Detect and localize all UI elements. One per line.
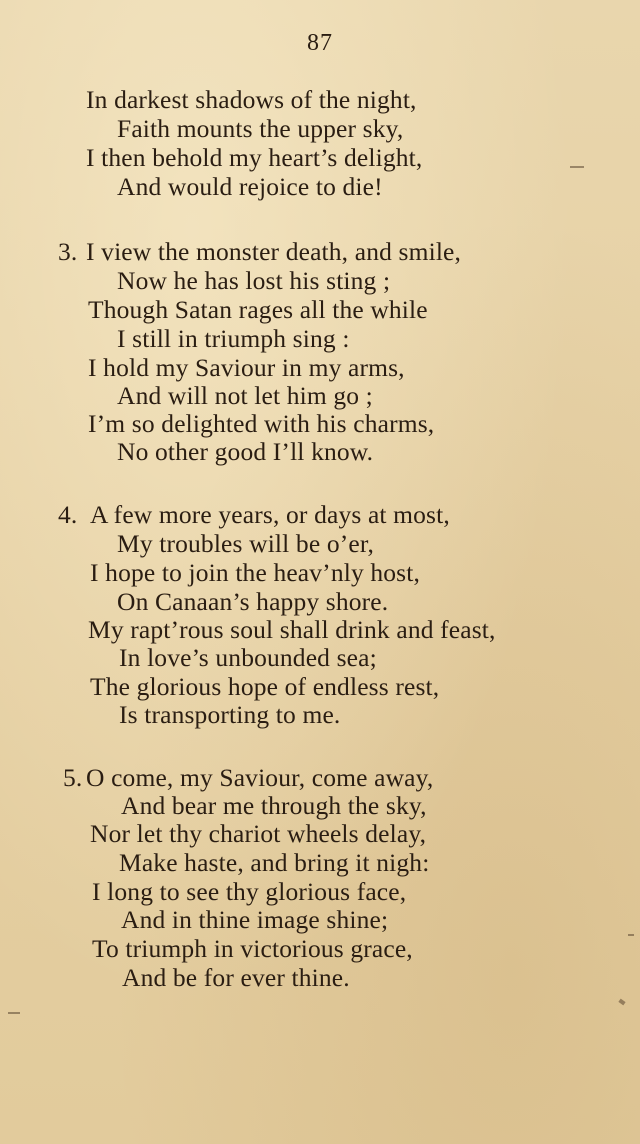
- page-number: 87: [307, 30, 333, 56]
- verse-line: The glorious hope of endless rest,: [90, 672, 440, 701]
- margin-mark: [628, 934, 634, 936]
- verse-line: No other good I’ll know.: [117, 437, 374, 466]
- stanza-number: 3.: [58, 237, 78, 266]
- stanza-number: 5.: [63, 763, 83, 792]
- verse-line: My troubles will be o’er,: [117, 529, 374, 558]
- verse-line: In darkest shadows of the night,: [86, 85, 417, 114]
- verse-line: I hope to join the heav’nly host,: [90, 558, 421, 587]
- verse-line: And will not let him go ;: [117, 381, 373, 410]
- margin-mark: [618, 999, 625, 1006]
- verse-line: Is transporting to me.: [119, 700, 341, 729]
- verse-line: I then behold my heart’s delight,: [86, 143, 423, 172]
- verse-line: I’m so delighted with his charms,: [88, 409, 435, 438]
- verse-line: O come, my Saviour, come away,: [86, 763, 434, 792]
- verse-line: And in thine image shine;: [121, 905, 389, 934]
- verse-line: I long to see thy glorious face,: [92, 877, 407, 906]
- verse-line: And would rejoice to die!: [117, 172, 383, 201]
- verse-line: Now he has lost his sting ;: [117, 266, 391, 295]
- verse-line: I hold my Saviour in my arms,: [88, 353, 405, 382]
- verse-line: My rapt’rous soul shall drink and feast,: [88, 615, 496, 644]
- verse-line: I still in triumph sing :: [117, 324, 350, 353]
- stanza-number: 4.: [58, 500, 78, 529]
- verse-line: Faith mounts the upper sky,: [117, 114, 404, 143]
- verse-line: In love’s unbounded sea;: [119, 643, 377, 672]
- margin-mark: [8, 1012, 20, 1014]
- verse-line: To triumph in victorious grace,: [92, 934, 413, 963]
- verse-line: Nor let thy chariot wheels delay,: [90, 819, 427, 848]
- verse-line: And be for ever thine.: [122, 963, 350, 992]
- verse-line: I view the monster death, and smile,: [86, 237, 462, 266]
- verse-line: Though Satan rages all the while: [88, 295, 428, 324]
- margin-mark: [570, 166, 584, 168]
- verse-line: And bear me through the sky,: [121, 791, 427, 820]
- verse-line: On Canaan’s happy shore.: [117, 587, 389, 616]
- verse-line: A few more years, or days at most,: [90, 500, 450, 529]
- verse-line: Make haste, and bring it nigh:: [119, 848, 430, 877]
